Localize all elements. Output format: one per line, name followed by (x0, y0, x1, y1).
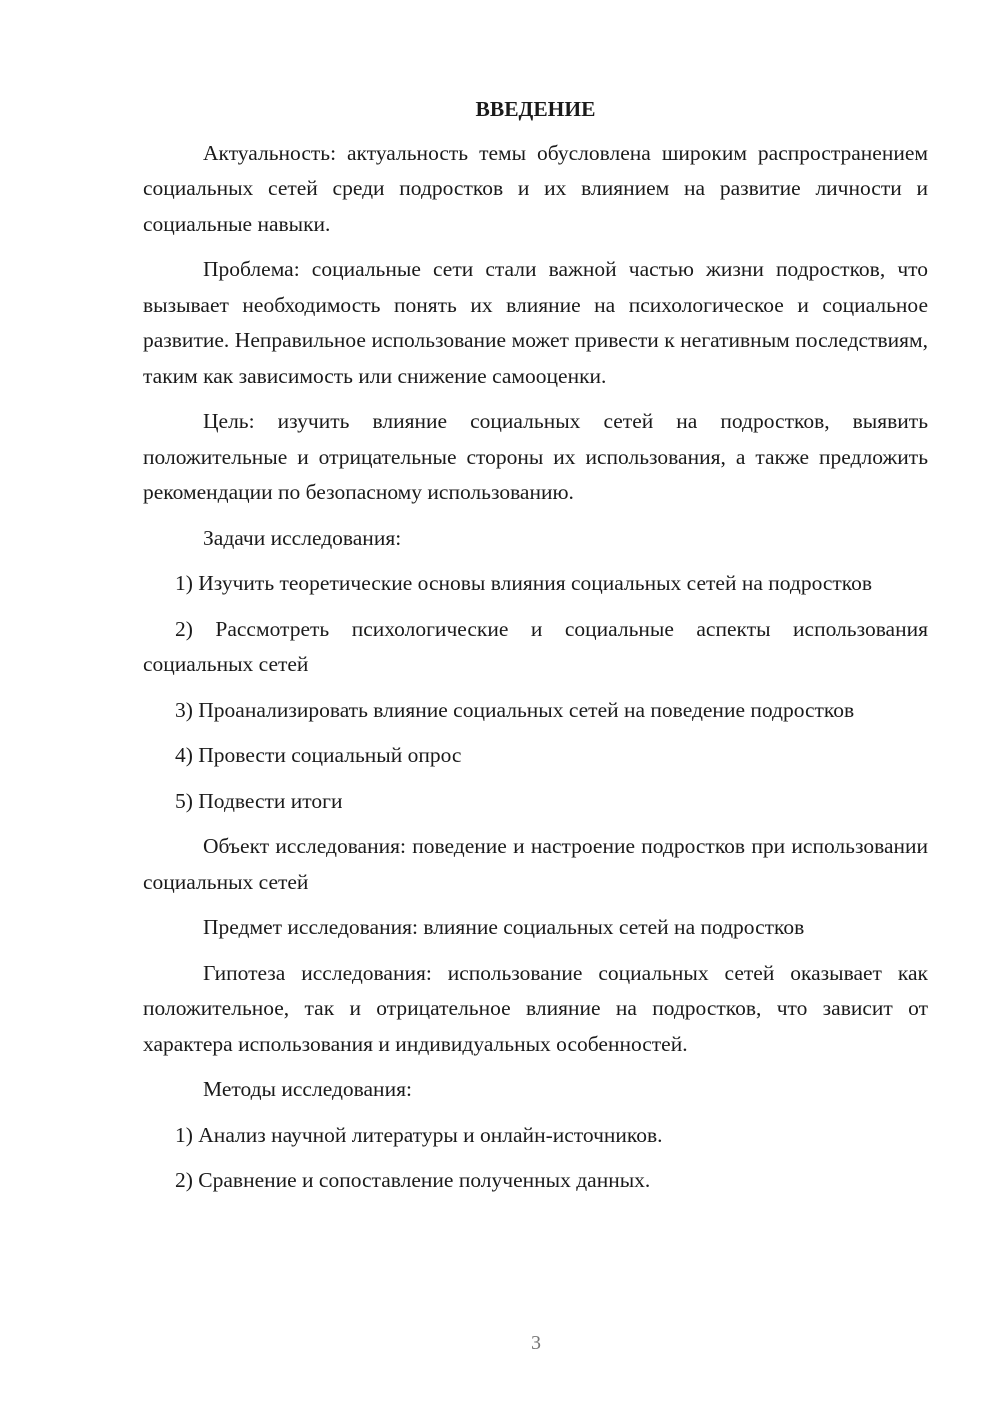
paragraph-problem: Проблема: социальные сети стали важной частью жизни подростков, что вызывает необходимость понять их влияние на психологическое и социальное развитие. Неправильное использование может привести к негативным последствиям, таким как зависимость или снижение самооценки. (143, 257, 928, 388)
page-content (143, 92, 928, 1209)
task-item-3: 3) Проанализировать влияние социальных сетей на поведение подростков (175, 697, 855, 722)
paragraph-hypothesis: Гипотеза исследования: использование социальных сетей оказывает как положительное, так и отрицательное влияние на подростков, что зависит от характера использования и индивидуальных особенностей. (143, 960, 928, 1056)
paragraph-object: Объект исследования: поведение и настроение подростков при использовании социальных сетей (143, 834, 928, 894)
task-item-2: 2) Рассмотреть психологические и социальные аспекты использования социальных сетей (143, 616, 928, 676)
page-number: 3 (531, 1332, 541, 1354)
paragraph-relevance: Актуальность: актуальность темы обусловлена широким распространением социальных сетей среди подростков и их влиянием на развитие личности и социальные навыки. (143, 140, 928, 236)
method-item-2: 2) Сравнение и сопоставление полученных данных. (175, 1168, 651, 1192)
section-title: ВВЕДЕНИЕ (475, 97, 596, 121)
task-item-1: 1) Изучить теоретические основы влияния социальных сетей на подростков (175, 571, 873, 595)
tasks-heading: Задачи исследования: (203, 525, 402, 550)
methods-heading: Методы исследования: (203, 1077, 412, 1101)
method-item-1: 1) Анализ научной литературы и онлайн-источников. (175, 1122, 663, 1147)
task-item-5: 5) Подвести итоги (175, 788, 343, 813)
paragraph-subject: Предмет исследования: влияние социальных сетей на подростков (203, 915, 805, 939)
paragraph-goal: Цель: изучить влияние социальных сетей на подростков, выявить положительные и отрицательные стороны их использования, а также предложить рекомендации по безопасному использованию. (143, 409, 928, 504)
task-item-4: 4) Провести социальный опрос (175, 743, 462, 767)
